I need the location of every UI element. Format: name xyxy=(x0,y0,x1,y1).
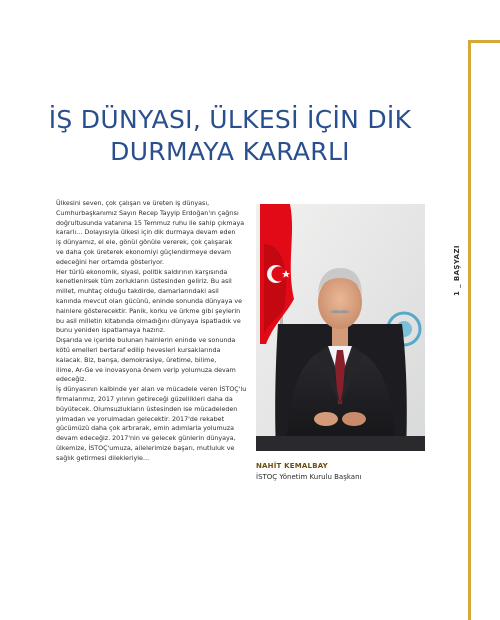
body-line: ilime, Ar-Ge ve inovasyona önem verip yolumuza devam xyxy=(56,366,236,374)
portrait-photo xyxy=(256,204,425,451)
body-line: ve daha çok üreterek ekonomiyi güçlendirmeye devam xyxy=(56,248,232,256)
portrait-illustration xyxy=(256,204,425,451)
body-line: kararlı… Dolayısıyla ülkesi için dik durmaya devam eden xyxy=(56,229,236,237)
accent-bar-top xyxy=(468,40,500,43)
body-line: Cumhurbaşkanımız Sayın Recep Tayyip Erdoğan'ın çağrısı xyxy=(56,209,239,217)
page-title xyxy=(20,104,440,168)
title-line-2: DURMAYA KARARLI xyxy=(110,137,350,166)
body-line: yılmadan ve yorulmadan gelecektir. 2017'de rekabet xyxy=(56,415,225,423)
body-line: kanında mevcut olan gücünü, eninde sonunda dünyaya ve xyxy=(56,297,243,305)
body-line: kötü emelleri bertaraf edilip hevesleri kursaklarında xyxy=(56,346,221,354)
body-line: doğrultusunda vatanına 15 Temmuz ruhu ile sahip çıkmaya xyxy=(56,219,245,227)
body-line: Dışarıda ve içeride bulunan hainlerin eninde ve sonunda xyxy=(56,337,236,345)
caption-role: İSTOÇ Yönetim Kurulu Başkanı xyxy=(256,473,362,481)
body-line: gücümüzü daha çok artırarak, emin adımlarla yolumuza xyxy=(56,425,234,433)
body-line: hainlere gösterecektir. Panik, korku ve ürkme gibi şeylerin xyxy=(56,307,241,315)
body-line: büyütecek. Olumsuzlukların üstesinden ise mücadeleden xyxy=(56,405,238,413)
body-line: millet, muhtaç olduğu takdirde, damarlarındaki asil xyxy=(56,288,219,296)
body-line: firmalarımız, 2017 yılının getireceği güzellikleri daha da xyxy=(56,395,233,403)
article-body xyxy=(56,199,251,464)
body-line: edeceğiz. xyxy=(56,376,87,384)
body-line: ülkemize, İSTOÇ'umuza, ailelerimize başarı, mutluluk ve xyxy=(56,444,235,452)
title-line-1: İŞ DÜNYASI, ÜLKESİ İÇİN DİK xyxy=(48,105,412,134)
body-line: bu asil milletin kitabında olmadığını dünyaya ispatladık ve xyxy=(56,317,241,325)
body-line: Ülkesini seven, çok çalışan ve üreten iş dünyası, xyxy=(56,200,210,207)
body-line: kalacak. Biz, barışa, demokrasiye, üretime, bilime, xyxy=(56,356,217,364)
body-line: edeceğini her ortamda gösteriyor. xyxy=(56,258,164,266)
caption-name: NAHİT KEMALBAY xyxy=(256,462,328,470)
body-line: İş dünyasının kalbinde yer alan ve mücadele veren İSTOÇ'lu xyxy=(56,386,247,394)
body-line: Her türlü ekonomik, siyasi, politik saldırının karşısında xyxy=(56,268,228,276)
body-line: sağlık getirmesi dilekleriyle… xyxy=(56,454,150,462)
body-line: devam edeceğiz. 2017'nin ve gelecek günlerin dünyaya, xyxy=(56,435,236,443)
body-line: iş dünyamız, el ele, gönül gönüle vererek, çok çalışarak xyxy=(56,239,233,247)
body-line: kenetlenirsek tüm zorlukların üstesinden geliriz. Bu asil xyxy=(56,278,232,286)
section-label: 1 _ BAŞYAZI xyxy=(453,245,461,297)
accent-bar-side xyxy=(468,40,471,620)
body-line: bunu yeniden ispatlamaya hazırız. xyxy=(56,327,166,335)
